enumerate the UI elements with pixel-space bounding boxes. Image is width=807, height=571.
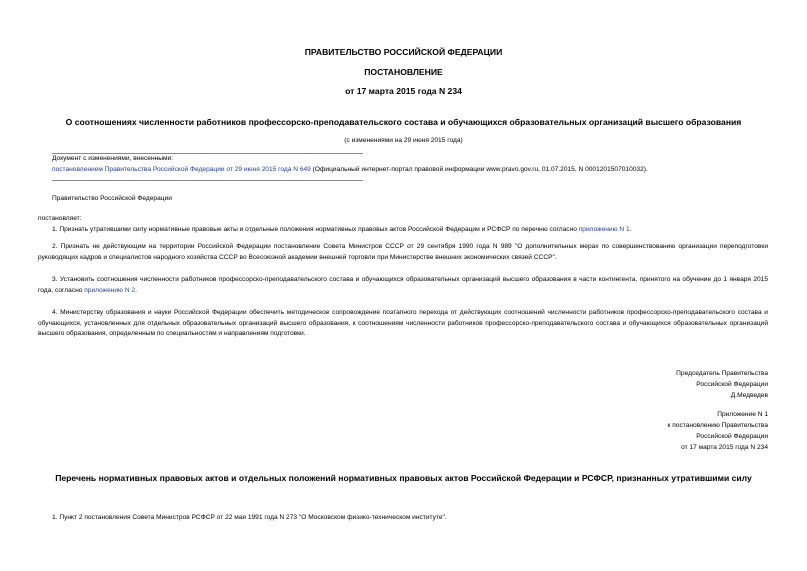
appendix-number: Приложение N 1 <box>717 411 768 418</box>
paragraph-4: 4. Министерству образования и науки Российской Федерации обеспечить методическое сопровождение поэтапного перехода от действующих соотношений численности работников профессорско-преподавательского состава и обучающихся, установленных для отдельных образовательных организаций высшего образования, к соотношениям численности работников профессорско-преподавательского состава и обучающихся образовательных организаций высшего образования, определенным по специальностям и направлениям подготовки. <box>38 309 768 337</box>
signature-name: Д.Медведев <box>730 392 768 399</box>
appendix-1-link[interactable]: приложению N 1 <box>578 226 630 233</box>
appendix-block <box>668 409 769 453</box>
paragraph-1-end: . <box>629 226 632 233</box>
document-date-number: от 17 марта 2015 года N 234 <box>345 86 462 96</box>
document-type: ПОСТАНОВЛЕНИЕ <box>364 67 443 77</box>
signature-position: Председатель Правительства <box>676 370 768 377</box>
paragraph-3 <box>38 275 768 296</box>
changes-source: (Официальный интернет-портал правовой информации www.pravo.gov.ru, 01.07.2015, N 0001201507010032). <box>310 166 648 173</box>
list-item-1: 1. Пункт 2 постановления Совета Министров РСФСР от 22 мая 1991 года N 273 "О Московском физико-техническом институте". <box>52 514 447 521</box>
intro-text: Правительство Российской Федерации <box>52 195 172 202</box>
paragraph-2: 2. Признать не действующим на территории Российской Федерации постановление Совета Министров СССР от 29 сентября 1990 года N 989 "О дополнительных мерах по совершенствованию организации переподготовки руководящих кадров и специалистов народного хозяйства СССР во Всесоюзной академии внешней торговли при Министерстве внешних экономических связей СССР". <box>38 243 768 261</box>
divider-bottom <box>52 180 363 181</box>
paragraph-3-end: . <box>135 286 137 294</box>
paragraph-3-text: 3. Установить соотношения численности работников профессорско-преподавательского состава и обучающихся образовательных организаций высшего образования в части контингента, принятого на обучение до 1 января 2015 года, согласно <box>38 276 768 294</box>
government-header: ПРАВИТЕЛЬСТВО РОССИЙСКОЙ ФЕДЕРАЦИИ <box>304 47 503 57</box>
amendment-note: (с изменениями на 29 июня 2015 года) <box>344 137 463 144</box>
decrees-text: постановляет: <box>38 215 82 222</box>
appendix-country: Российской Федерации <box>696 433 768 440</box>
amendment-link[interactable]: постановлением Правительства Российской Федерации от 29 июня 2015 года N 649 <box>52 166 311 173</box>
appendix-ref: к постановлению Правительства <box>667 422 768 429</box>
paragraph-1-text: 1. Признать утратившими силу нормативные правовые акты и отдельные положения нормативных правовых актов Российской Федерации и РСФСР по перечню согласно <box>52 226 579 233</box>
signature-country: Российской Федерации <box>696 381 768 388</box>
appendix-2-link[interactable]: приложению N 2 <box>84 286 136 294</box>
appendix-date: от 17 марта 2015 года N 234 <box>681 444 768 451</box>
signature-block <box>676 368 768 401</box>
paragraph-1 <box>52 225 631 236</box>
changes-label: Документ с изменениями, внесенными: <box>52 155 174 162</box>
document-title: О соотношениях численности работников профессорско-преподавательского состава и обучающихся образовательных организаций высшего образования <box>65 117 742 127</box>
list-title: Перечень нормативных правовых актов и отдельных положений нормативных правовых актов Российской Федерации и РСФСР, признанных утратившими силу <box>55 473 752 483</box>
changes-line <box>52 165 648 176</box>
